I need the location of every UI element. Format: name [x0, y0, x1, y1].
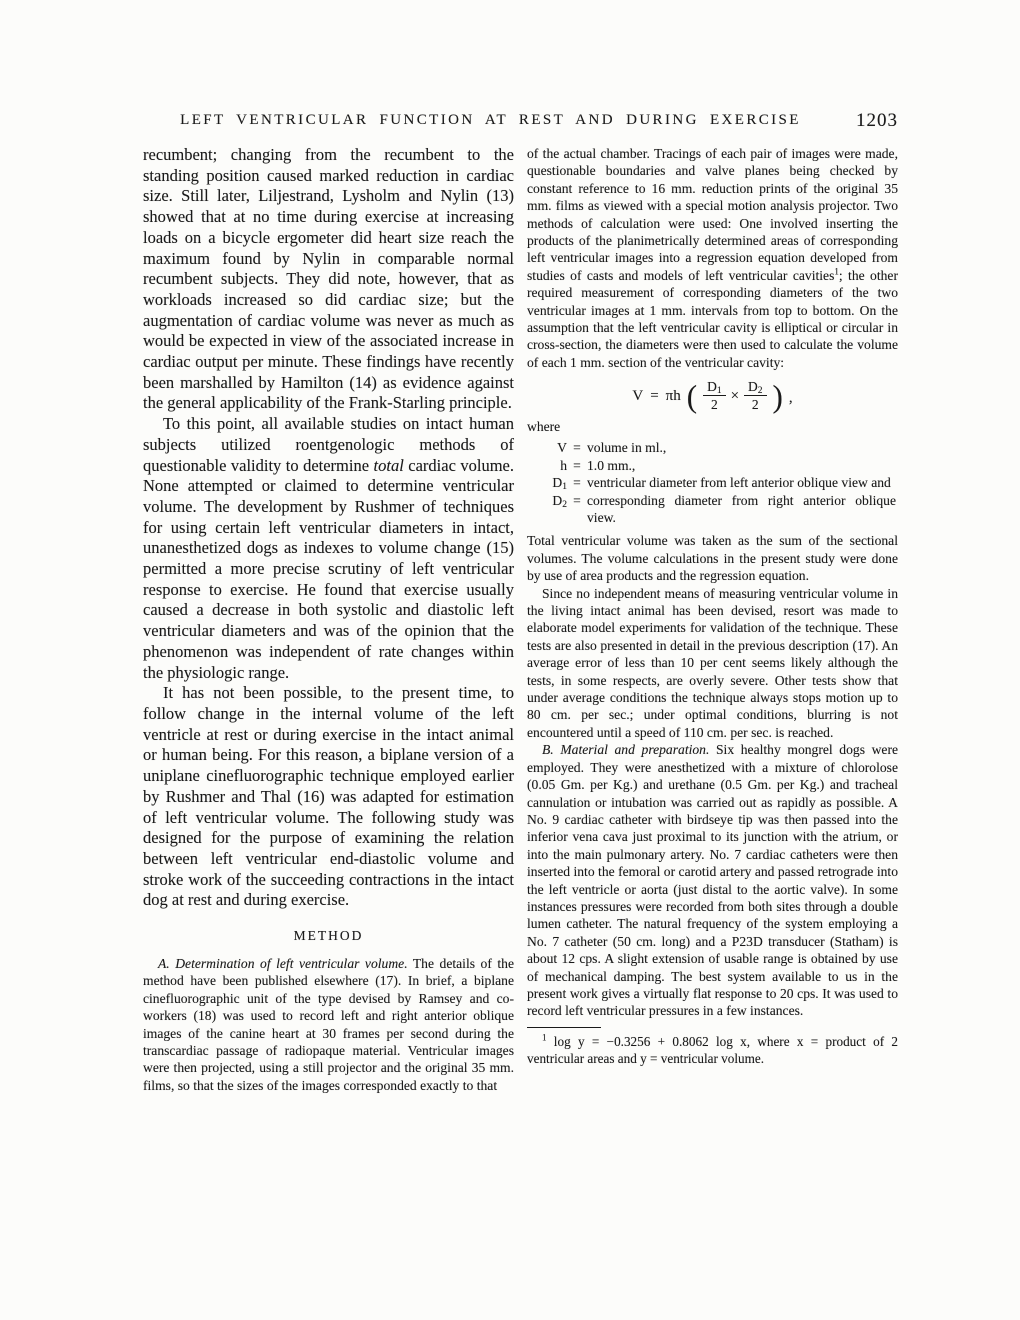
paragraph-since-no-independent: Since no independent means of measuring ventricular volume in the living intact animal has been devised, resort was made to elaborate model experiments for validation of the technique. These tests are also presented in detail in the previous description (17). An average error of less than 10 per cent seems likely although the tests, in some respects, are overly severe. Other tests show that under average conditions the technique always stops motion up to 80 cm. per sec.; under optimal conditions, blurring is not encountered until a speed of 110 cm. per sec. is reached. — [527, 585, 898, 740]
fraction-denominator: 2 — [751, 397, 759, 413]
definition-equals: = — [573, 457, 581, 473]
paragraph-total-volume: Total ventricular volume was taken as the sum of the sectional volumes. The volume calculations in the present study were done by use of area products and the regression equation. — [527, 533, 898, 584]
term-symbol: h — [560, 457, 567, 473]
para-text-segment: cardiac volume. None attempted or claimed to determine ventricular volume. The development by Rushmer of techniques for using certain left ventricular diameters in intact, unanesthetized dogs as indexes to volume change (15) permitted a more precise scrutiny of left ventricular response to exercise. He found that exercise usually caused a decrease in both systolic and diastolic left ventricular diameters and was of the opinion that the phenomenon was independent of rate changes within the physiologic range. — [143, 455, 514, 682]
term-symbol: D — [552, 492, 563, 508]
paragraph-to-this-point — [143, 414, 514, 683]
fraction-numerator — [703, 380, 726, 396]
para-text-segment: Six healthy mongrel dogs were employed. They were anesthetized with a mixture of chlorolose (0.05 Gm. per Kg.) and urethane (0.5 Gm. per Kg.) and tracheal cannulation or intubation was carried out as rapidly as possible. A No. 9 cardiac catheter with birdseye tip was then passed into the inferior vena cava just proximal to its junction with the atrium, or into the main pulmonary artery. No. 7 cardiac catheters were then inserted into the femoral or carotid artery and passed retrograde into the left ventricle or aorta (just distal to the aortic valve). In some instances pressures were recorded from both sites through a double lumen catheter. The natural frequency of the system employing a No. 7 catheter (50 cm. long) and a P23D transducer (Statham) is about 12 cps. A slight extension of usable range is obtained by use of mechanical damping. The best system available to us in the present work gives a virtually flat response to 20 cps. It was used to record left ventricular pressures in a few instances. — [527, 742, 899, 1019]
material-b-italic-lead: B. Material and preparation. — [542, 742, 710, 758]
definition-term — [537, 492, 567, 527]
definition-row-v — [537, 439, 898, 456]
fraction-numerator — [744, 380, 767, 396]
definition-equals: = — [573, 492, 581, 508]
paragraph-method-continuation — [527, 145, 898, 371]
paragraph-method-a — [143, 955, 514, 1094]
right-column — [527, 145, 898, 1094]
term-subscript: 2 — [562, 499, 567, 510]
footnote-separator-rule — [527, 1027, 601, 1028]
running-head-title: LEFT VENTRICULAR FUNCTION AT REST AND DURING EXERCISE — [180, 112, 801, 128]
subscript-1: 1 — [716, 386, 722, 397]
definition-text: corresponding diameter from right anterior oblique view. — [587, 492, 896, 525]
definition-equals: = — [573, 440, 581, 456]
equation-trailing-comma: , — [788, 389, 793, 406]
definition-row-h — [537, 457, 898, 474]
definition-term — [537, 439, 567, 456]
open-paren: ( — [686, 378, 698, 415]
definition-text: volume in ml., — [587, 440, 667, 456]
para-text-segment: To this point, all available studies on intact human subjects utilized roentgenologic methods of questionable validity to determine — [143, 414, 514, 475]
term-subscript: 1 — [562, 482, 567, 493]
method-a-italic-lead: A. Determination of left ventricular volume. — [158, 956, 408, 972]
definition-text: 1.0 mm., — [587, 457, 636, 473]
footnote-1-text: log y = −0.3256 + 0.8062 log x, where x = product of 2 ventricular areas and y = ventricular volume. — [527, 1033, 898, 1066]
volume-equation-inner — [632, 380, 792, 413]
para-text-segment: of the actual chamber. Tracings of each pair of images were made, questionable boundaries and valve planes being checked by constant reference to 16 mm. reduction prints of the original 35 mm. films as viewed with a special motion analysis projector. Two methods of calculation were used: One involved inserting the products of the planimetrically determined areas of corresponding left ventricular images into a regression equation developed from studies of casts and models of left ventricular cavities — [527, 146, 898, 283]
diameter-symbol: D — [748, 379, 758, 395]
equation-coefficient: πh — [665, 388, 681, 405]
symbol-definitions — [537, 439, 898, 526]
multiplication-sign: × — [730, 388, 740, 405]
fraction-d2-over-2 — [744, 380, 767, 413]
page-number: 1203 — [856, 110, 898, 131]
method-section-heading: METHOD — [293, 928, 364, 944]
footnote-reference-1: 1 — [834, 266, 839, 277]
subscript-2: 2 — [757, 386, 763, 397]
para-text-segment: The details of the method have been published elsewhere (17). In brief, a biplane cinefluorographic unit of the type devised by Ramsey and co-workers (18) was used to record left and right anterior oblique images of the canine heart at 30 frames per second during the transcardiac passage of radiopaque material. Ventricular images were then projected, using a still projector and the original 35 mm. films, so that the sizes of the images corresponded exactly to that — [143, 956, 514, 1093]
italic-word-total: total — [373, 455, 404, 475]
term-symbol: D — [552, 475, 563, 491]
fraction-d1-over-2 — [703, 380, 726, 413]
where-label: where — [527, 418, 561, 434]
paragraph-it-has-not-been-possible: It has not been possible, to the present time, to follow change in the internal volume of the left ventricle at rest or during exercise in the intact animal or human being. For this reason, a biplane version of a uniplane cinefluorographic technique employed earlier by Rushmer and Thal (16) was adapted for estimation of left ventricular volume. The following study was designed for the purpose of examining the relation between left ventricular end-diastolic volume and stroke work of the succeeding contractions in the intact dog at rest and during exercise. — [143, 683, 514, 910]
fraction-denominator: 2 — [710, 397, 718, 413]
definition-equals: = — [573, 475, 581, 491]
paragraph-material-b — [527, 741, 898, 1020]
left-column — [143, 145, 514, 1094]
close-paren: ) — [772, 378, 783, 415]
equation-lhs: V — [632, 388, 644, 405]
definition-term — [537, 457, 567, 474]
paragraph-recumbent: recumbent; changing from the recumbent to the standing position caused marked reduction in cardiac size. Still later, Liljestrand, Lysholm and Nylin (13) showed that at no time during exercise at increasing loads on a bicycle ergometer did heart size reach the maximum found by Nylin in comparable normal recumbent subjects. They did note, however, that as workloads increased so did cardiac size; but the augmentation of cardiac volume was never as much as would be expected in view of the associated increase in cardiac output per minute. These findings have recently been marshalled by Hamilton (14) as evidence against the general applicability of the Frank-Starling principle. — [143, 145, 514, 413]
diameter-symbol: D — [707, 379, 717, 395]
definition-row-d1 — [537, 474, 898, 491]
definition-text: ventricular diameter from left anterior oblique view and — [587, 475, 891, 491]
footnote-1-marker: 1 — [542, 1032, 547, 1043]
two-column-layout — [143, 145, 898, 1094]
page-header — [143, 112, 898, 136]
para-text-segment: ; the other required measurement of corresponding diameters of the two ventricular images at 1 mm. intervals from top to bottom. On the assumption that the left ventricular cavity is elliptical or circular in cross-section, the diameters were then used to calculate the volume of each 1 mm. section of the ventricular cavity: — [527, 267, 898, 370]
equation-equals: = — [650, 388, 659, 405]
term-symbol: V — [557, 440, 567, 456]
definition-term — [537, 474, 567, 491]
definition-row-d2 — [537, 492, 898, 527]
volume-equation — [527, 380, 898, 413]
footnote-1 — [527, 1033, 898, 1067]
